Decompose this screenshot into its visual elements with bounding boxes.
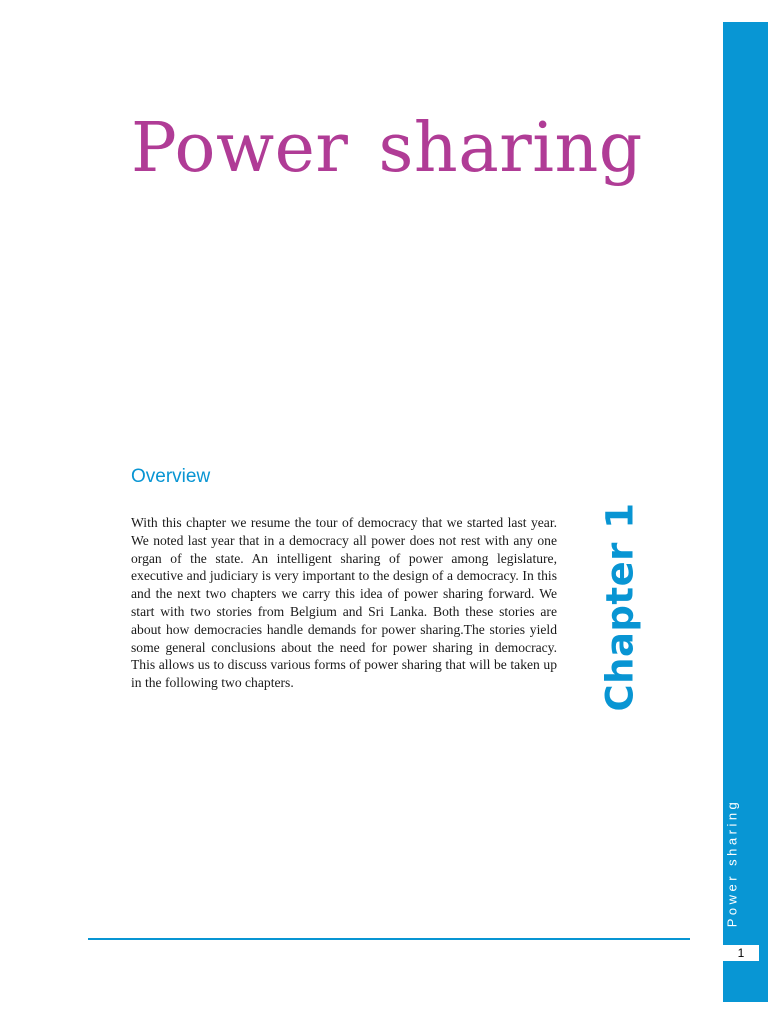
overview-heading: Overview <box>131 466 211 487</box>
chapter-label: Chapter 1 <box>598 502 642 712</box>
overview-paragraph: With this chapter we resume the tour of democracy that we started last year. We noted last year that in a democracy all power does not rest with any one organ of the state. An intelligent sharing of power among legislature, executive and judiciary is very important to the design of a democracy. In this and the next two chapters we carry this idea of power sharing forward. We start with two stories from Belgium and Sri Lanka. Both these stories are about how democracies handle demands for power sharing.The stories yield some general conclusions about the need for power sharing in democracy. This allows us to discuss various forms of power sharing that will be taken up in the following two chapters. <box>131 515 557 691</box>
footer-divider <box>88 938 690 940</box>
page-number: 1 <box>723 945 759 961</box>
page-title: Power sharing <box>131 109 643 188</box>
side-bar-label: Power sharing <box>724 798 740 928</box>
